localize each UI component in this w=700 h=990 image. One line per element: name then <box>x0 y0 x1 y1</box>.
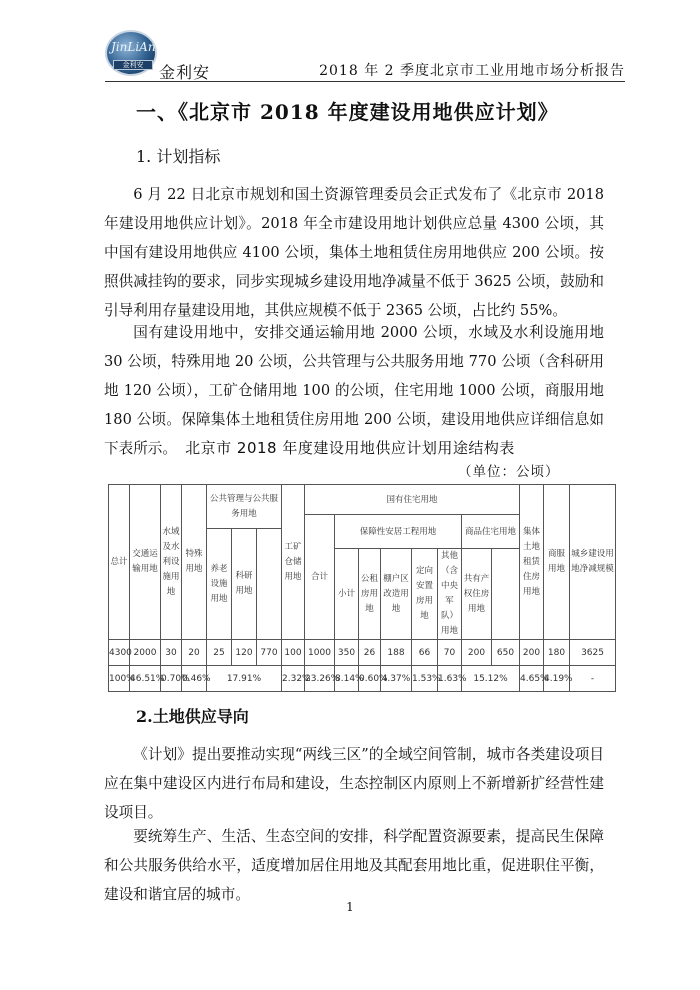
header-other: 其他（含中央军队）用地 <box>438 549 462 640</box>
cell-value: 70 <box>438 640 462 666</box>
header-total: 总计 <box>109 485 130 640</box>
header-public-rental: 公租房用地 <box>359 549 381 640</box>
header-affordable-group: 保障性安居工程用地 <box>335 515 462 549</box>
cell-percent: 23.26% <box>305 666 335 692</box>
paragraph-plan-overview: 6 月 22 日北京市规划和国土资源管理委员会正式发布了《北京市 2018 年建设用地供应计划》。2018 年全市建设用地计划供应总量 4300 公顷，其中国有建设用地供应 4100 公顷，集体土地租赁住房用地供应 200 公顷。按照供减挂钩的要求，同步实现城乡建设用地净减量不低于 3625 公顷，鼓励和引导利用存量建设用地，其供应规模不低于 2365 公顷，占比约 55%。 <box>104 186 604 319</box>
header-commodity-group: 商品住宅用地 <box>462 515 520 549</box>
cell-value: 1000 <box>305 640 335 666</box>
header-resettlement: 定向安置房用地 <box>412 549 438 640</box>
cell-percent: 100% <box>109 666 130 692</box>
cell-percent: 4.65% <box>520 666 544 692</box>
company-logo <box>105 30 157 76</box>
cell-percent: 0.70% <box>161 666 182 692</box>
header-reduction: 城乡建设用地净减规模 <box>570 485 616 640</box>
header-elderly: 养老设施用地 <box>207 529 232 640</box>
report-title: 2018 年 2 季度北京市工业用地市场分析报告 <box>319 63 625 79</box>
table-title: 北京市 2018 年度建设用地供应计划用途结构表 <box>185 439 515 457</box>
land-supply-table <box>108 484 616 692</box>
page-number: 1 <box>346 900 354 914</box>
header-transport: 交通运输用地 <box>130 485 161 640</box>
cell-percent: 1.63% <box>438 666 462 692</box>
cell-value: 100 <box>282 640 305 666</box>
header-shared-ownership: 共有产权住房用地 <box>462 549 492 640</box>
cell-percent: 15.12% <box>462 666 520 692</box>
cell-value: 120 <box>232 640 257 666</box>
cell-percent: 0.60% <box>359 666 381 692</box>
header-research: 科研用地 <box>232 529 257 640</box>
header-commodity-blank <box>492 549 520 640</box>
header-residential-subtotal: 合计 <box>305 515 335 640</box>
header-public-group: 公共管理与公共服务用地 <box>207 485 282 529</box>
section-heading-supply-guidance: 2.土地供应导向 <box>136 707 249 726</box>
header-commercial: 商服用地 <box>544 485 570 640</box>
page-header <box>105 30 625 82</box>
cell-percent: 4.37% <box>381 666 412 692</box>
cell-percent: - <box>570 666 616 692</box>
cell-value: 4300 <box>109 640 130 666</box>
section-heading: 一、《北京市 2018 年度建设用地供应计划》 <box>136 100 559 124</box>
header-collective-rental: 集体土地租赁住房用地 <box>520 485 544 640</box>
cell-value: 3625 <box>570 640 616 666</box>
header-water: 水域及水利设施用地 <box>161 485 182 640</box>
cell-percent: 17.91% <box>207 666 282 692</box>
cell-value: 20 <box>182 640 207 666</box>
header-public-blank <box>257 529 282 640</box>
table-unit: （单位：公顷） <box>458 464 560 480</box>
logo-plate-text: 金利安 <box>113 60 153 70</box>
header-residential-group: 国有住宅用地 <box>305 485 520 515</box>
logo-script-text: JinLiAn <box>111 40 156 54</box>
cell-value: 26 <box>359 640 381 666</box>
cell-percent: 46.51% <box>130 666 161 692</box>
paragraph-livable-city: 要统筹生产、生活、生态空间的安排，科学配置资源要素，提高民生保障和公共服务供给水平，适度增加居住用地及其配套用地比重，促进职住平衡，建设和谐宜居的城市。 <box>104 828 604 903</box>
header-shantytown: 棚户区改造用地 <box>381 549 412 640</box>
cell-value: 350 <box>335 640 359 666</box>
cell-value: 200 <box>462 640 492 666</box>
paragraph-land-allocation: 国有建设用地中，安排交通运输用地 2000 公顷，水域及水利设施用地 30 公顷，特殊用地 20 公顷，公共管理与公共服务用地 770 公顷（含科研用地 120 公顷），工矿仓储用地 100 的公顷，住宅用地 1000 公顷，商服用地 180 公顷。保障集体土地租赁住房用地 200 公顷，建设用地供应详细信息如下表所示。 <box>104 324 604 457</box>
header-special: 特殊用地 <box>182 485 207 640</box>
cell-value: 188 <box>381 640 412 666</box>
brand-name: 金利安 <box>159 63 211 82</box>
header-affordable-subtotal: 小计 <box>335 549 359 640</box>
cell-percent: 4.19% <box>544 666 570 692</box>
cell-value: 770 <box>257 640 282 666</box>
cell-percent: 0.46% <box>182 666 207 692</box>
cell-value: 30 <box>161 640 182 666</box>
cell-percent: 1.53% <box>412 666 438 692</box>
cell-value: 2000 <box>130 640 161 666</box>
cell-percent: 2.32% <box>282 666 305 692</box>
sub-heading-plan-targets: 1. 计划指标 <box>136 147 221 166</box>
cell-value: 200 <box>520 640 544 666</box>
cell-value: 66 <box>412 640 438 666</box>
cell-value: 650 <box>492 640 520 666</box>
cell-percent: 8.14% <box>335 666 359 692</box>
cell-value: 180 <box>544 640 570 666</box>
paragraph-spatial-control: 《计划》提出要推动实现“两线三区”的全域空间管制，城市各类建设项目应在集中建设区内进行布局和建设，生态控制区内原则上不新增新扩经营性建设项目。 <box>104 746 604 821</box>
cell-value: 25 <box>207 640 232 666</box>
header-industrial: 工矿仓储用地 <box>282 485 305 640</box>
